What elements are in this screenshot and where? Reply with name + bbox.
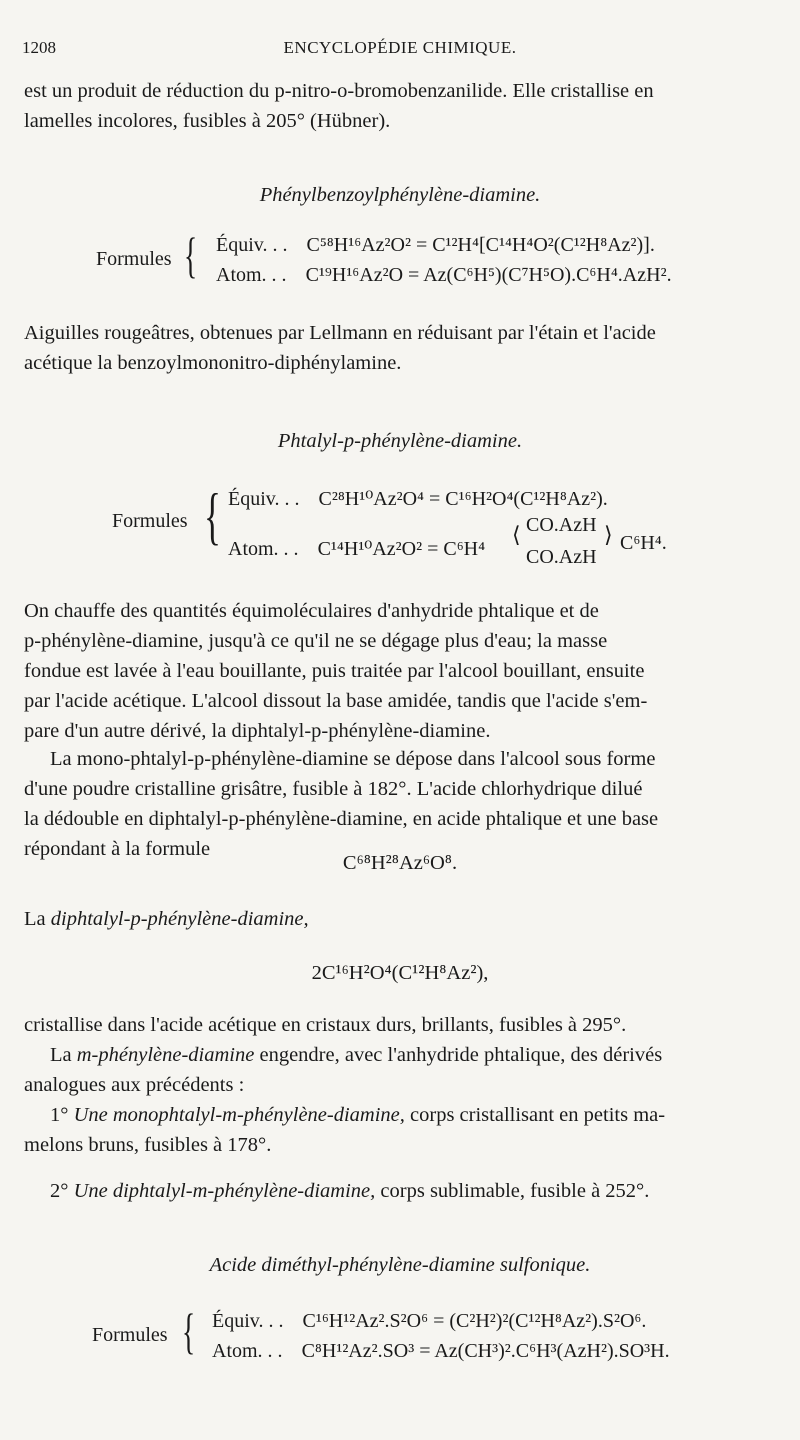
page-header [22, 38, 778, 62]
paragraph [24, 1010, 766, 1100]
bracket-left: ⟨ [512, 522, 521, 547]
brace-icon: { [204, 480, 221, 551]
text-line: lamelles incolores, fusibles à 205° (Hübner). [24, 110, 391, 132]
text-run: La [50, 1044, 77, 1066]
compound-name: Une monophtalyl-m-phénylène-diamine, [73, 1104, 405, 1126]
running-title: ENCYCLOPÉDIE CHIMIQUE. [283, 38, 517, 57]
equiv-formula: C¹⁶H¹²Az².S²O⁶ = (C²H²)²(C¹²H⁸Az²).S²O⁶. [302, 1310, 647, 1332]
formula-block [96, 228, 716, 292]
text-line: est un produit de réduction du p-nitro-o-bromobenzanilide. Elle cristallise en [24, 80, 654, 102]
atom-formula: C¹⁹H¹⁶Az²O = Az(C⁶H⁵)(C⁷H⁵O).C⁶H⁴.AzH². [305, 264, 672, 286]
text-run: engendre, avec l'anhydride phtalique, des dérivés [254, 1044, 663, 1066]
text-line: par l'acide acétique. L'alcool dissout la base amidée, tandis que l'acide s'em- [24, 690, 648, 712]
atom-row [212, 1340, 670, 1363]
equiv-row [212, 1310, 646, 1333]
atom-formula-left: C¹⁴H¹⁰Az²O² = C⁶H⁴ [317, 538, 486, 560]
text-run: La [24, 908, 51, 930]
text-line: Aiguilles rougeâtres, obtenues par Lellmann en réduisant par l'étain et l'acide [24, 322, 656, 344]
equiv-label: Équiv. . . [212, 1310, 284, 1332]
text-line: répondant à la formule [24, 838, 211, 860]
list-item [24, 1100, 766, 1160]
atom-label: Atom. . . [212, 1340, 283, 1362]
section-title: Phénylbenzoylphénylène-diamine. [259, 184, 541, 206]
text-line [24, 904, 766, 934]
text-line: d'une poudre cristalline grisâtre, fusible à 182°. L'acide chlorhydrique dilué [24, 778, 643, 800]
compound-name: diphtalyl-p-phénylène-diamine, [50, 908, 309, 930]
atom-label: Atom. . . [228, 538, 299, 560]
text-line: p-phénylène-diamine, jusqu'à ce qu'il ne se dégage plus d'eau; la masse [24, 630, 608, 652]
brace-icon: { [182, 1303, 196, 1359]
equiv-row [228, 486, 608, 511]
text-line [24, 1100, 766, 1130]
page-number: 1208 [22, 38, 56, 57]
section-title: Acide diméthyl-phénylène-diamine sulfonique. [209, 1254, 591, 1276]
formula-line: C⁶⁸H²⁸Az⁶O⁸. [342, 852, 458, 874]
formula-block [112, 478, 732, 578]
text-line [24, 1040, 766, 1070]
item-number: 2° [50, 1180, 74, 1202]
text-line: fondue est lavée à l'eau bouillante, puis traitée par l'alcool bouillant, ensuite [24, 660, 645, 682]
formules-label: Formules [96, 248, 172, 270]
intro-paragraph [24, 76, 766, 136]
formula-line: 2C¹⁶H²O⁴(C¹²H⁸Az²), [311, 962, 489, 984]
paragraph [24, 318, 766, 378]
text-line: cristallise dans l'acide acétique en cristaux durs, brillants, fusibles à 295°. [24, 1014, 627, 1036]
compound-name: Une diphtalyl-m-phénylène-diamine, [73, 1180, 376, 1202]
atom-formula: C⁸H¹²Az².SO³ = Az(CH³)².C⁶H³(AzH²).SO³H. [301, 1340, 670, 1362]
formula-block [92, 1302, 732, 1372]
text-line: La mono-phtalyl-p-phénylène-diamine se dépose dans l'alcool sous forme [50, 748, 656, 770]
text-line: On chauffe des quantités équimoléculaires d'anhydride phtalique et de [24, 600, 599, 622]
text-line: analogues aux précédents : [24, 1074, 245, 1096]
paragraph [24, 596, 766, 746]
paragraph [24, 744, 766, 864]
equiv-formula: C⁵⁸H¹⁶Az²O² = C¹²H⁴[C¹⁴H⁴O²(C¹²H⁸Az²)]. [306, 234, 655, 256]
brace-icon: { [184, 227, 198, 283]
formules-label: Formules [92, 1324, 168, 1346]
text-run: corps sublimable, fusible à 252°. [375, 1180, 650, 1202]
bracket-right: ⟩ [604, 522, 613, 547]
list-item [24, 1176, 766, 1206]
atom-formula-right: C⁶H⁴. [620, 532, 667, 554]
atom-row [228, 536, 485, 561]
equiv-label: Équiv. . . [228, 488, 300, 510]
equiv-label: Équiv. . . [216, 234, 288, 256]
paragraph [24, 904, 766, 934]
text-line: melons bruns, fusibles à 178°. [24, 1134, 272, 1156]
section-title: Phtalyl-p-phénylène-diamine. [277, 430, 523, 452]
atom-formula-top: CO.AzH [526, 514, 597, 536]
item-number: 1° [50, 1104, 74, 1126]
formules-label: Formules [112, 510, 188, 532]
text-run: corps cristallisant en petits ma- [404, 1104, 666, 1126]
text-line: acétique la benzoylmononitro-diphénylamine. [24, 352, 402, 374]
text-line: la dédouble en diphtalyl-p-phénylène-diamine, en acide phtalique et une base [24, 808, 659, 830]
equiv-formula: C²⁸H¹⁰Az²O⁴ = C¹⁶H²O⁴(C¹²H⁸Az²). [318, 488, 608, 510]
atom-row [216, 264, 672, 287]
text-line: pare d'un autre dérivé, la diphtalyl-p-phénylène-diamine. [24, 720, 491, 742]
atom-formula-bottom: CO.AzH [526, 546, 597, 568]
equiv-row [216, 234, 655, 257]
atom-label: Atom. . . [216, 264, 287, 286]
compound-name: m-phénylène-diamine [76, 1044, 255, 1066]
text-line [24, 1176, 766, 1206]
